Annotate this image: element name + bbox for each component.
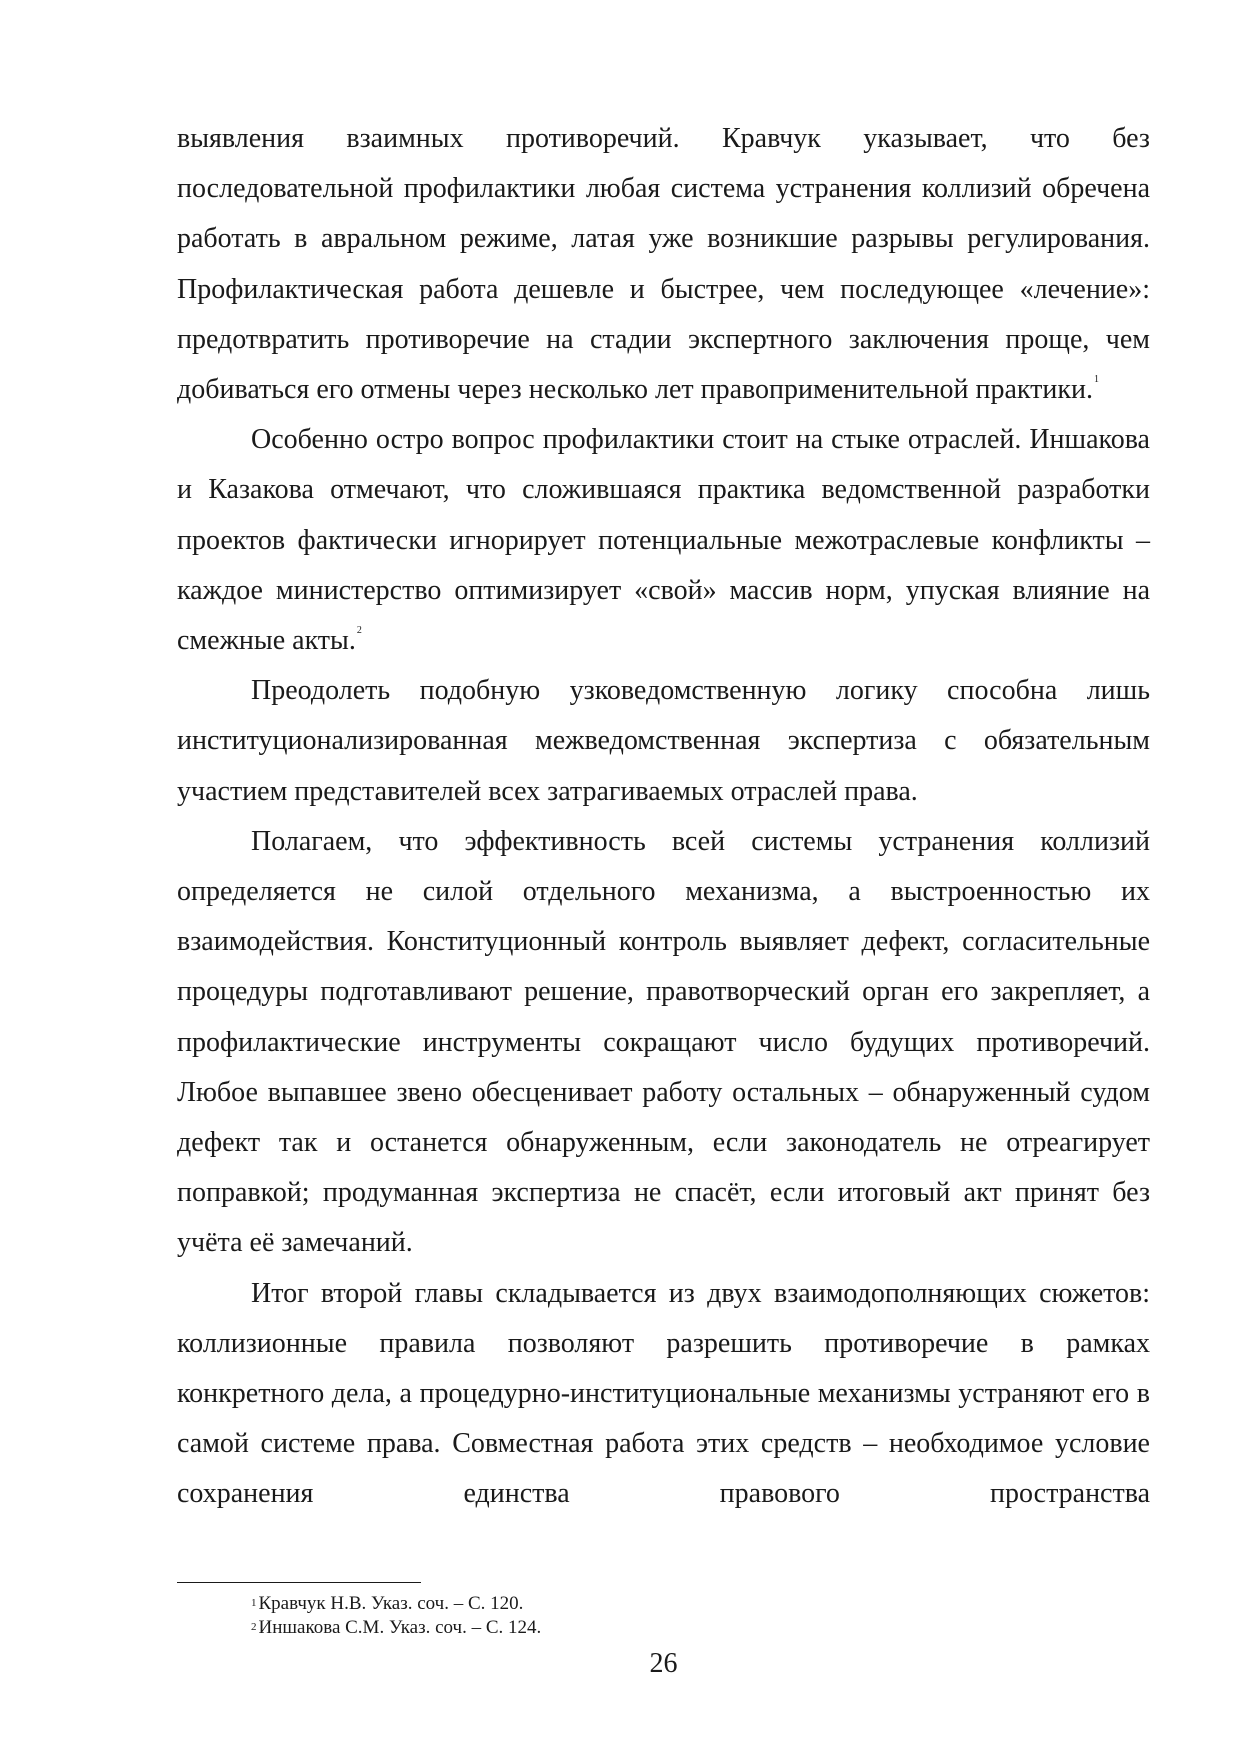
footnote-ref-2[interactable]: 2 [356,625,362,637]
body-text [177,114,1150,1520]
paragraph-5 [177,1269,1150,1520]
page-number: 26 [649,1648,678,1679]
paragraph-text: Итог второй главы складывается из двух взаимодополняющих сюжетов: коллизионные правила позволяют разрешить противоречие в рамках конкретного дела, а процедурно-институциональные механизмы устраняют его в самой системе права. Совместная работа этих средств – необходимое условие сохранения единства правового пространства [177,1277,1150,1510]
footnote-separator [177,1582,421,1583]
footnotes [251,1592,951,1640]
paragraph-text: Полагаем, что эффективность всей системы устранения коллизий определяется не силой отдельного механизма, а выстроенностью их взаимодействия. Конституционный контроль выявляет дефект, согласительные процедуры подготавливают решение, правотворческий орган его закрепляет, а профилактические инструменты сокращают число будущих противоречий. Любое выпавшее звено обесценивает работу остальных – обнаруженный судом дефект так и останется обнаруженным, если законодатель не отреагирует поправкой; продуманная экспертиза не спасёт, если итоговый акт принят без учёта её замечаний. [177,825,1150,1259]
paragraph-2 [177,415,1150,666]
paragraph-4 [177,817,1150,1269]
paragraph-text: Особенно остро вопрос профилактики стоит на стыке отраслей. Иншакова и Казакова отмечают, что сложившаяся практика ведомственной разработки проектов фактически игнорирует потенциальные межотраслевые конфликты – каждое министерство оптимизирует «свой» массив норм, упуская влияние на смежные акты. [177,424,1150,657]
footnote-2 [251,1616,951,1640]
paragraph-3 [177,666,1150,817]
footnote-1 [251,1592,951,1616]
footnote-text: Кравчук Н.В. Указ. соч. – С. 120. [258,1593,524,1614]
footnote-number: 1 [251,1597,257,1609]
footnote-number: 2 [251,1621,257,1633]
paragraph-text: выявления взаимных противоречий. Кравчук указывает, что без последовательной профилактики любая система устранения коллизий обречена работать в авральном режиме, латая уже возникшие разрывы регулирования. Профилактическая работа дешевле и быстрее, чем последующее «лечение»: предотвратить противоречие на стадии экспертного заключения проще, чем добиваться его отмены через несколько лет правоприменительной практики. [177,123,1150,406]
paragraph-1 [177,114,1150,415]
footnote-ref-1[interactable]: 1 [1093,374,1099,386]
footnote-text: Иншакова С.М. Указ. соч. – С. 124. [258,1617,542,1638]
paragraph-text: Преодолеть подобную узковедомственную логику способна лишь институционализированная межведомственная экспертиза с обязательным участием представителей всех затрагиваемых отраслей права. [177,675,1150,807]
